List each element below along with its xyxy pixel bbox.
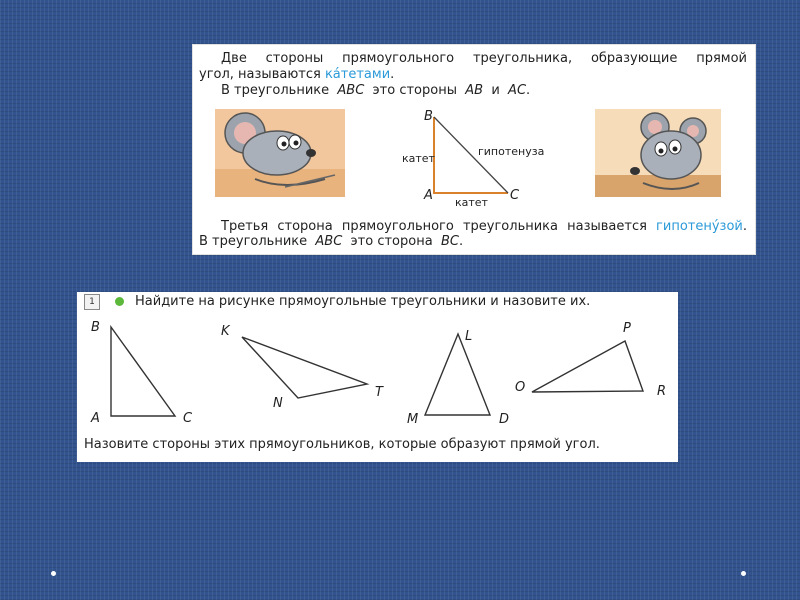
line3-mid: это стороны [372,83,457,98]
triangle-label-hypotenuse: гипотенуза [478,145,545,158]
line5-bc: BC [440,234,459,249]
keyword-legs: ка́тетами [324,67,391,82]
tri2-label-n: N [273,396,283,411]
triangle-label-b: B [424,109,433,124]
line3-end: . [526,83,531,98]
definition-line-2 [199,67,394,83]
definition-panel [192,44,756,255]
slide-prev-dot[interactable] [51,571,56,576]
line3-text: В треугольнике [221,83,330,98]
line5-end: . [458,234,464,249]
triangle-label-a: A [424,188,433,203]
tri1-label-c: C [183,411,193,426]
tri2-label-t: T [375,385,383,400]
exercise-panel [77,292,678,462]
task-text: Найдите на рисунке прямоугольные треугольники и назовите их. [135,294,591,309]
definition-line-5 [199,234,463,250]
slide-next-dot[interactable] [741,571,746,576]
definition-line-1: Две стороны прямоугольного треугольника, образующие прямой [221,51,747,66]
tri4-label-o: O [515,380,526,395]
line3-abc: ABC [337,83,365,98]
triangle-label-c: C [510,188,520,203]
tri4-label-r: R [657,384,667,399]
mouse-left-illustration [215,109,345,197]
line3-ac: AC [508,83,527,98]
tri2-label-k: K [221,324,230,339]
task-number: 1 [89,297,95,307]
line2-text: угол, называются [199,67,321,82]
tri4-label-p: P [623,321,631,336]
line3-ab: AB [465,83,484,98]
line5-abc: ABC [315,234,343,249]
line3-and: и [491,83,500,98]
tri3-label-d: D [499,412,510,427]
line2-end: . [390,67,395,82]
triangle-label-leg-left: катет [402,152,435,165]
line4-end: . [742,219,747,234]
line5-mid: это сторона [350,234,433,249]
tri3-label-m: M [407,412,419,427]
line4-text: Третья сторона прямоугольного треугольника называется [221,219,647,234]
keyword-hypotenuse: гипотену́зой [656,219,743,234]
definition-line-3 [221,83,530,99]
exercise-question: Назовите стороны этих прямоугольников, которые образуют прямой угол. [84,437,600,452]
mouse-right-illustration [595,109,721,197]
triangle-label-leg-bottom: катет [455,196,488,209]
line5-text: В треугольнике [199,234,308,249]
definition-line-4 [221,219,747,235]
tri1-label-a: A [91,411,100,426]
tri3-label-l: L [465,329,473,344]
tri1-label-b: B [91,320,100,335]
